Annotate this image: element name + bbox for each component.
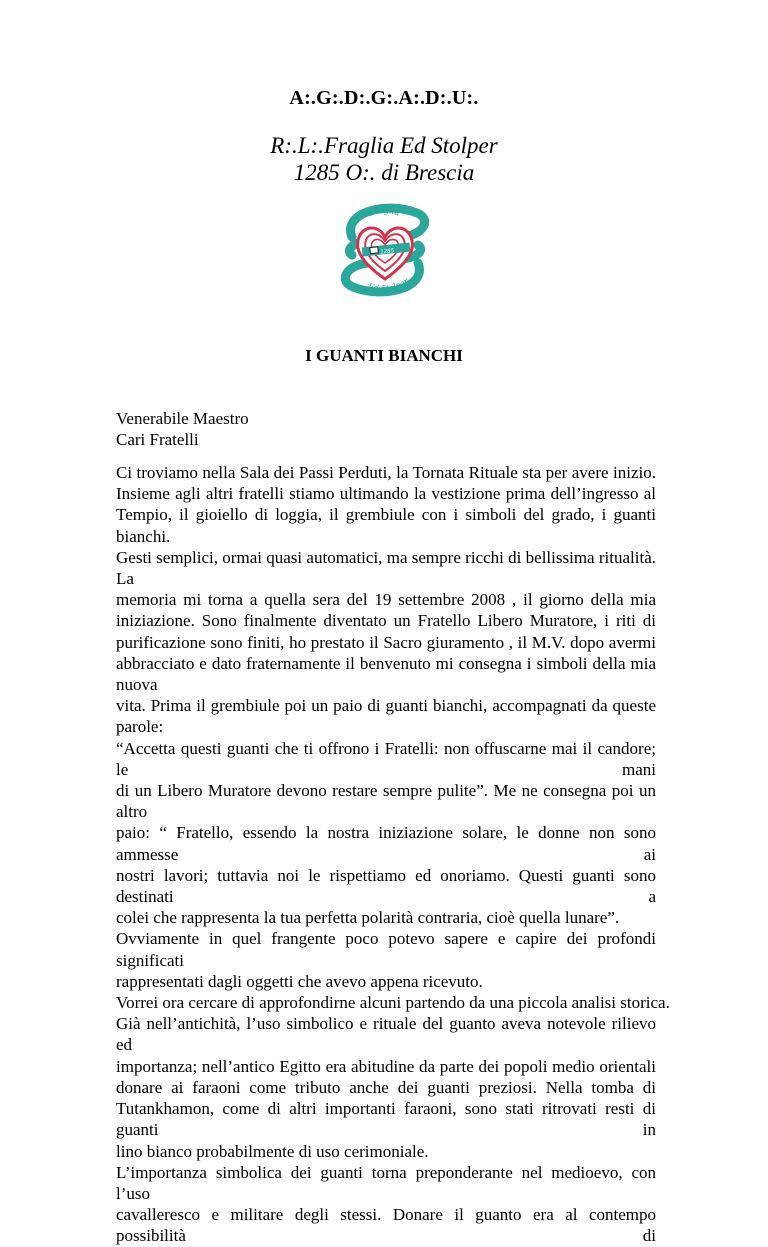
body-line: rappresentati dagli oggetti che avevo appena ricevuto. bbox=[116, 971, 483, 991]
body-paragraph bbox=[116, 1013, 656, 1161]
body-line: Tutankhamon, come di altri importanti faraoni, sono stati ritrovati resti di guanti in bbox=[116, 1099, 656, 1140]
document-body bbox=[116, 462, 670, 1247]
body-line: Ci troviamo nella Sala dei Passi Perduti, la Tornata Rituale sta per avere inizio. bbox=[116, 463, 656, 482]
body-line: colei che rappresenta la tua perfetta polarità contraria, cioè quella lunare”. bbox=[116, 908, 620, 928]
masonic-invocation: A:.G:.D:.G:.A:.D:.U:. bbox=[289, 87, 479, 109]
body-paragraph bbox=[116, 992, 670, 1013]
body-line: lino bianco probabilmente di uso cerimoniale. bbox=[116, 1141, 429, 1161]
body-line: donare ai faraoni come tributo anche dei guanti preziosi. Nella tomba di bbox=[116, 1077, 656, 1097]
document-title: I GUANTI BIANCHI bbox=[305, 346, 463, 365]
body-line: Già nell’antichità, l’uso simbolico e rituale del guanto aveva notevole rilievo ed bbox=[116, 1014, 656, 1055]
body-line: Gesti semplici, ormai quasi automatici, ma sempre ricchi di bellissima ritualità. La bbox=[116, 547, 656, 589]
body-line: Ovviamente in quel frangente poco potevo sapere e capire dei profondi significati bbox=[116, 929, 656, 970]
body-line: di un Libero Muratore devono restare sempre pulite”. Me ne consegna poi un altro bbox=[116, 781, 656, 822]
logo-top-text: Fraglia bbox=[367, 205, 401, 219]
lodge-location: 1285 O:. di Brescia bbox=[293, 160, 475, 185]
lodge-logo-emblem-icon bbox=[332, 197, 438, 303]
salutation-line: Venerabile Maestro bbox=[116, 409, 249, 428]
logo-number: 1285 bbox=[380, 248, 395, 256]
salutation-line: Cari Fratelli bbox=[116, 430, 199, 449]
body-line: Tempio, il gioiello di loggia, il grembiule con i simboli del grado, i guanti bianchi. bbox=[116, 505, 656, 546]
body-line: “Accetta questi guanti che ti offrono i Fratelli: non offuscarne mai il candore; le mani bbox=[116, 738, 656, 779]
lodge-logo bbox=[332, 197, 438, 303]
body-line: abbracciato e dato fraternamente il benvenuto mi consegna i simboli della mia nuova bbox=[116, 653, 656, 695]
lodge-header bbox=[0, 132, 768, 186]
lodge-name: R:.L:.Fraglia Ed Stolper bbox=[270, 133, 498, 158]
salutation bbox=[116, 408, 249, 450]
body-line: cavalleresco e militare degli stessi. Donare il guanto era al contempo possibilità di bbox=[116, 1205, 656, 1246]
body-line: Vorrei ora cercare di approfondirne alcuni partendo da una piccola analisi storica. bbox=[116, 993, 670, 1013]
body-paragraph bbox=[116, 928, 656, 992]
body-paragraph bbox=[116, 462, 656, 928]
body-line: memoria mi torna a quella sera del 19 settembre 2008 , il giorno della mia bbox=[116, 590, 656, 610]
body-line: L’importanza simbolica dei guanti torna preponderante nel medioevo, con l’uso bbox=[116, 1162, 656, 1203]
body-line: nostri lavori; tuttavia noi le rispettiamo ed onoriamo. Questi guanti sono destinati a bbox=[116, 865, 656, 907]
body-line: paio: “ Fratello, essendo la nostra iniziazione solare, le donne non sono ammesse ai bbox=[116, 823, 656, 864]
body-line: importanza; nell’antico Egitto era abitudine da parte dei popoli medio orientali bbox=[116, 1056, 656, 1076]
body-line: purificazione sono finiti, ho prestato il Sacro giuramento , il M.V. dopo avermi bbox=[116, 632, 656, 652]
body-line: Insieme agli altri fratelli stiamo ultimando la vestizione prima dell’ingresso al bbox=[116, 484, 656, 504]
body-line: vita. Prima il grembiule poi un paio di guanti bianchi, accompagnati da queste parole: bbox=[116, 696, 656, 737]
logo-bottom-text: Ed Stolper bbox=[366, 276, 410, 294]
body-line: iniziazione. Sono finalmente diventato un Fratello Libero Muratore, i riti di bbox=[116, 611, 656, 631]
body-paragraph bbox=[116, 1162, 656, 1247]
